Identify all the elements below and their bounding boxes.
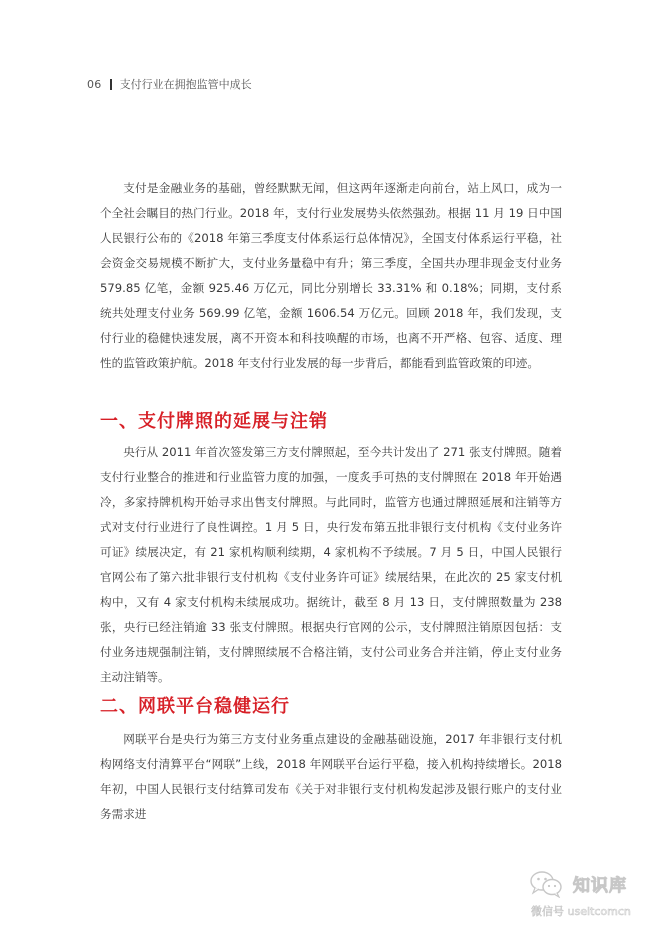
section1-paragraph: 央行从 2011 年首次签发第三方支付牌照起，至今共计发出了 271 张支付牌照。随着支付行业整合的推进和行业监管力度的加强，一度炙手可热的支付牌照在 2018 年开始遇冷，多家持牌机构开始寻求出售支付牌照。与此同时，监管方也通过牌照延展和注销等方式对支付行业进行了良性调控。1 月 5 日，央行发布第五批非银行支付机构《支付业务许可证》续展决定，有 21 家机构顺利续期，4 家机构不予续展。7 月 5 日，中国人民银行官网公布了第六批非银行支付机构《支付业务许可证》续展结果，在此次的 25 家支付机构中，又有 4 家支付机构未续展成功。据统计，截至 8 月 13 日，支付牌照数量为 238 张，央行已经注销逾 33 张支付牌照。根据央行官网的公示，支付牌照注销原因包括：支付业务违规强制注销，支付牌照续展不合格注销，支付公司业务合并注销，停止支付业务主动注销等。	[100, 445, 562, 684]
header-title: 支付行业在拥抱监管中成长	[119, 78, 252, 91]
section-heading-1: 一、支付牌照的延展与注销	[100, 411, 328, 432]
intro-paragraph: 支付是金融业务的基础，曾经默默无闻，但这两年逐渐走向前台，站上风口，成为一个全社会瞩目的热门行业。2018 年，支付行业发展势头依然强劲。根据 11 月 19 日中国人民银行公布的《2018 年第三季度支付体系运行总体情况》，全国支付体系运行平稳，社会资金交易规模不断扩大，支付业务量稳中有升；第三季度，全国共办理非现金支付业务579.85 亿笔，金额 925.46 万亿元，同比分别增长 33.31% 和 0.18%；同期，支付系统共处理支付业务 569.99 亿笔，金额 1606.54 万亿元。回顾 2018 年，我们发现，支付行业的稳健快速发展，离不开资本和科技唤醒的市场，也离不开严格、包容、适度、理性的监管政策护航。2018 年支付行业发展的每一步背后，都能看到监管政策的印迹。	[100, 181, 562, 370]
watermark	[529, 867, 649, 927]
watermark-name: 知识库	[573, 876, 627, 896]
wechat-icon	[529, 870, 563, 898]
section-heading-2: 二、网联平台稳健运行	[100, 696, 290, 717]
running-header	[87, 76, 252, 92]
watermark-wechat-id: 微信号 useitcomcn	[531, 905, 631, 918]
header-divider	[110, 79, 112, 90]
page-number: 06	[87, 77, 102, 91]
section2-paragraph: 网联平台是央行为第三方支付业务重点建设的金融基础设施，2017 年非银行支付机构网络支付清算平台“网联”上线，2018 年网联平台运行平稳，接入机构持续增长。2018 年初，中国人民银行支付结算司发布《关于对非银行支付机构发起涉及银行账户的支付业务需求进	[100, 732, 562, 821]
